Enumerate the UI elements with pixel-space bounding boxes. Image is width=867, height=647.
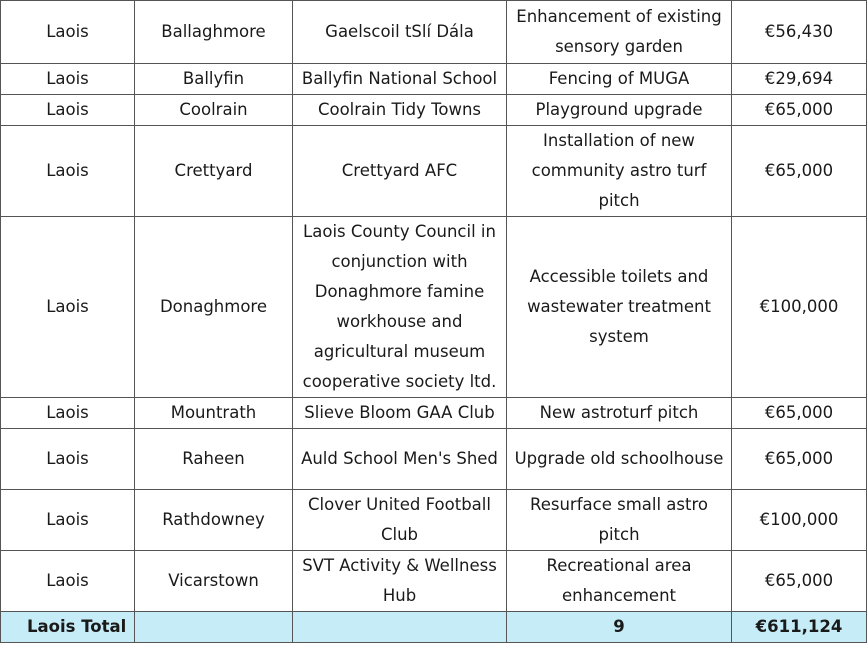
amount-cell: €65,000 xyxy=(732,95,867,126)
location-cell: Vicarstown xyxy=(135,551,293,612)
amount-cell: €65,000 xyxy=(732,429,867,490)
table-row xyxy=(1,1,867,64)
location-cell: Coolrain xyxy=(135,95,293,126)
total-count-cell: 9 xyxy=(507,612,732,643)
table-row xyxy=(1,217,867,398)
location-cell: Mountrath xyxy=(135,398,293,429)
location-cell: Rathdowney xyxy=(135,490,293,551)
amount-cell: €56,430 xyxy=(732,1,867,64)
amount-cell: €100,000 xyxy=(732,490,867,551)
total-label-cell: Laois Total xyxy=(1,612,135,643)
amount-cell: €100,000 xyxy=(732,217,867,398)
total-empty-cell xyxy=(293,612,507,643)
location-cell: Donaghmore xyxy=(135,217,293,398)
project-cell: Playground upgrade xyxy=(507,95,732,126)
location-cell: Raheen xyxy=(135,429,293,490)
applicant-cell: Auld School Men's Shed xyxy=(293,429,507,490)
project-cell: Accessible toilets and wastewater treatment system xyxy=(507,217,732,398)
location-cell: Ballyfin xyxy=(135,64,293,95)
county-cell: Laois xyxy=(1,490,135,551)
applicant-cell: Gaelscoil tSlí Dála xyxy=(293,1,507,64)
total-empty-cell xyxy=(135,612,293,643)
table-row xyxy=(1,490,867,551)
applicant-cell: Ballyfin National School xyxy=(293,64,507,95)
county-cell: Laois xyxy=(1,551,135,612)
applicant-cell: Slieve Bloom GAA Club xyxy=(293,398,507,429)
table-row xyxy=(1,398,867,429)
location-cell: Crettyard xyxy=(135,126,293,217)
county-cell: Laois xyxy=(1,398,135,429)
location-cell: Ballaghmore xyxy=(135,1,293,64)
county-cell: Laois xyxy=(1,126,135,217)
table-row xyxy=(1,551,867,612)
county-cell: Laois xyxy=(1,64,135,95)
amount-cell: €65,000 xyxy=(732,551,867,612)
applicant-cell: Crettyard AFC xyxy=(293,126,507,217)
amount-cell: €65,000 xyxy=(732,398,867,429)
county-cell: Laois xyxy=(1,95,135,126)
total-amount-cell: €611,124 xyxy=(732,612,867,643)
applicant-cell: Coolrain Tidy Towns xyxy=(293,95,507,126)
county-cell: Laois xyxy=(1,217,135,398)
table-row xyxy=(1,429,867,490)
county-cell: Laois xyxy=(1,429,135,490)
county-cell: Laois xyxy=(1,1,135,64)
applicant-cell: Laois County Council in conjunction with Donaghmore famine workhouse and agricultural museum cooperative society ltd. xyxy=(293,217,507,398)
project-cell: Fencing of MUGA xyxy=(507,64,732,95)
project-cell: Resurface small astro pitch xyxy=(507,490,732,551)
amount-cell: €29,694 xyxy=(732,64,867,95)
table-row xyxy=(1,64,867,95)
project-cell: Enhancement of existing sensory garden xyxy=(507,1,732,64)
project-cell: New astroturf pitch xyxy=(507,398,732,429)
applicant-cell: SVT Activity & Wellness Hub xyxy=(293,551,507,612)
table-row xyxy=(1,95,867,126)
project-cell: Recreational area enhancement xyxy=(507,551,732,612)
project-cell: Installation of new community astro turf pitch xyxy=(507,126,732,217)
applicant-cell: Clover United Football Club xyxy=(293,490,507,551)
total-row xyxy=(1,612,867,643)
table-row xyxy=(1,126,867,217)
amount-cell: €65,000 xyxy=(732,126,867,217)
project-cell: Upgrade old schoolhouse xyxy=(507,429,732,490)
